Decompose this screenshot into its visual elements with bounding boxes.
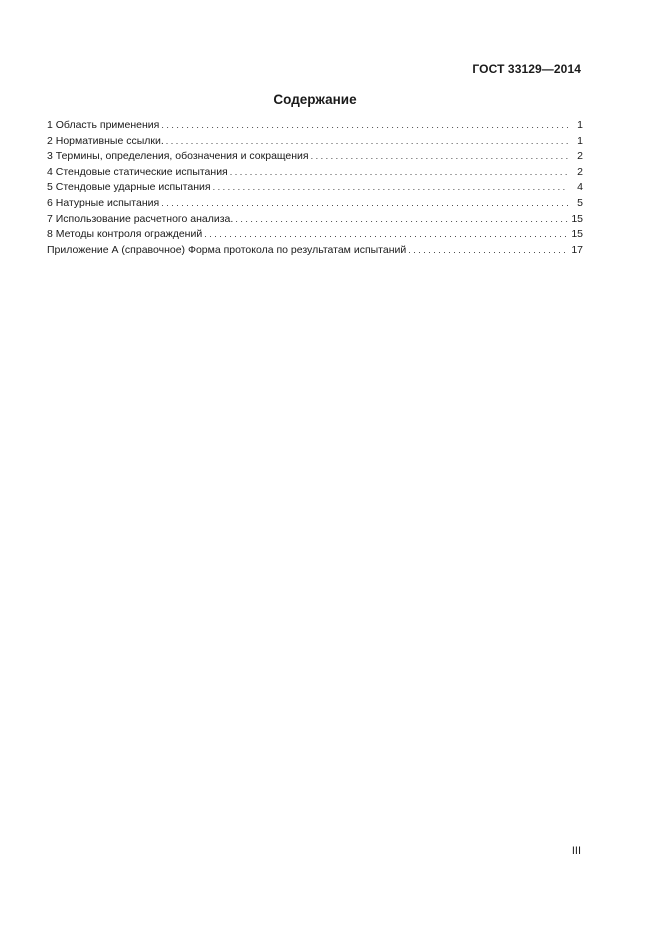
toc-entry-label: Приложение А (справочное) Форма протокола по результатам испытаний [47,243,407,256]
toc-entry-label: 1 Область применения [47,119,160,131]
table-of-contents [47,118,583,258]
toc-entry-page: 17 [571,243,583,256]
toc-entry-page: 15 [571,212,583,225]
toc-entry[interactable] [47,227,583,243]
toc-title: Содержание [273,92,357,107]
toc-entry[interactable] [47,149,583,165]
toc-entry[interactable] [47,196,583,212]
toc-dot-leader [235,212,568,228]
toc-entry[interactable] [47,180,583,196]
toc-entry-label: 4 Стендовые статические испытания [47,165,228,178]
toc-dot-leader [230,165,568,181]
toc-entry-label: 6 Натурные испытания [47,196,160,209]
toc-dot-leader [311,149,568,165]
toc-entry-label: 7 Использование расчетного анализа. [47,212,234,225]
toc-entry-page: 2 [577,150,583,163]
toc-dot-leader [166,134,568,150]
toc-entry-label: 5 Стендовые ударные испытания [47,181,211,194]
toc-dot-leader [161,196,568,212]
toc-dot-leader [204,227,568,243]
toc-entry-page: 4 [577,181,583,194]
toc-entry-page: 5 [577,196,583,209]
toc-dot-leader [161,118,568,134]
toc-entry[interactable] [47,243,583,259]
toc-entry[interactable] [47,118,583,134]
toc-entry[interactable] [47,134,583,150]
toc-entry[interactable] [47,212,583,228]
standard-header: ГОСТ 33129—2014 [472,62,581,76]
toc-dot-leader [408,243,568,259]
toc-entry-label: 3 Термины, определения, обозначения и сокращения [47,150,309,163]
page-number: III [571,845,581,857]
toc-entry-label: 8 Методы контроля ограждений [47,228,203,241]
toc-entry-page: 1 [577,134,583,147]
toc-entry-page: 1 [577,119,583,131]
toc-entry-label: 2 Нормативные ссылки. [47,134,164,147]
toc-entry-page: 15 [571,228,583,241]
toc-dot-leader [213,180,568,196]
toc-entry-page: 2 [577,165,583,178]
toc-entry[interactable] [47,165,583,181]
